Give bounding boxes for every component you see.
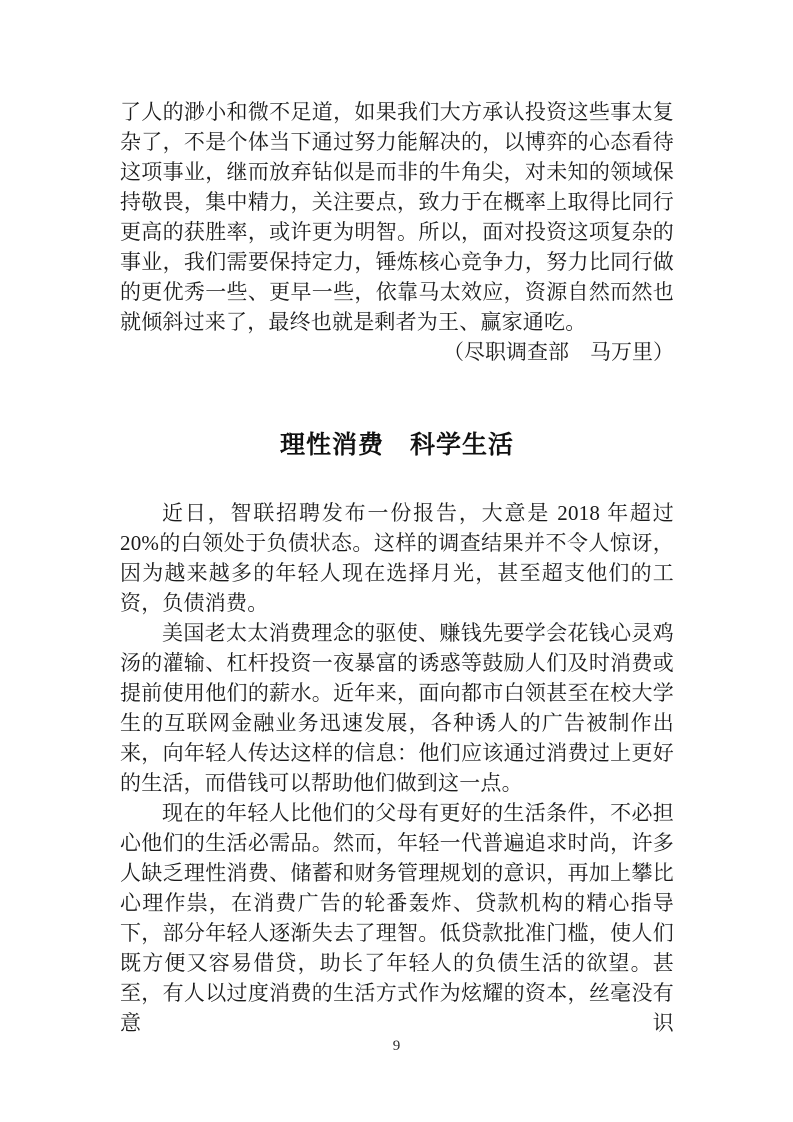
page-number: 9: [392, 1038, 401, 1054]
page-content: [120, 97, 674, 1038]
article-title: 理性消费 科学生活: [279, 431, 514, 459]
article-paragraph-3: 现在的年轻人比他们的父母有更好的生活条件，不必担心他们的生活必需品。然而，年轻一代普遍追求时尚，许多人缺乏理性消费、储蓄和财务管理规划的意识，再加上攀比心理作祟，在消费广告的轮番轰炸、贷款机构的精心指导下，部分年轻人逐渐失去了理智。低贷款批准门槛，使人们既方便又容易借贷，助长了年轻人的负债生活的欲望。甚至，有人以过度消费的生活方式作为炫耀的资本，丝毫没有意识: [120, 801, 674, 1035]
signature-line: （尽职调查部 马万里）: [443, 340, 674, 364]
article-paragraph-2: 美国老太太消费理念的驱使、赚钱先要学会花钱心灵鸡汤的灌输、杠杆投资一夜暴富的诱惑等鼓励人们及时消费或提前使用他们的薪水。近年来，面向都市白领甚至在校大学生的互联网金融业务迅速发展，各种诱人的广告被制作出来，向年轻人传达这样的信息：他们应该通过消费过上更好的生活，而借钱可以帮助他们做到这一点。: [120, 621, 674, 795]
continuation-paragraph: 了人的渺小和微不足道，如果我们大方承认投资这些事太复杂了，不是个体当下通过努力能解决的，以博弈的心态看待这项事业，继而放弃钻似是而非的牛角尖，对未知的领域保持敬畏，集中精力，关注要点，致力于在概率上取得比同行更高的获胜率，或许更为明智。所以，面对投资这项复杂的事业，我们需要保持定力，锤炼核心竞争力，努力比同行做的更优秀一些、更早一些，依靠马太效应，资源自然而然也就倾斜过来了，最终也就是剩者为王、赢家通吃。: [120, 100, 674, 334]
article-paragraph-1: 近日，智联招聘发布一份报告，大意是 2018 年超过 20%的白领处于负债状态。这样的调查结果并不令人惊讶，因为越来越多的年轻人现在选择月光，甚至超支他们的工资，负债消费。: [120, 501, 674, 615]
